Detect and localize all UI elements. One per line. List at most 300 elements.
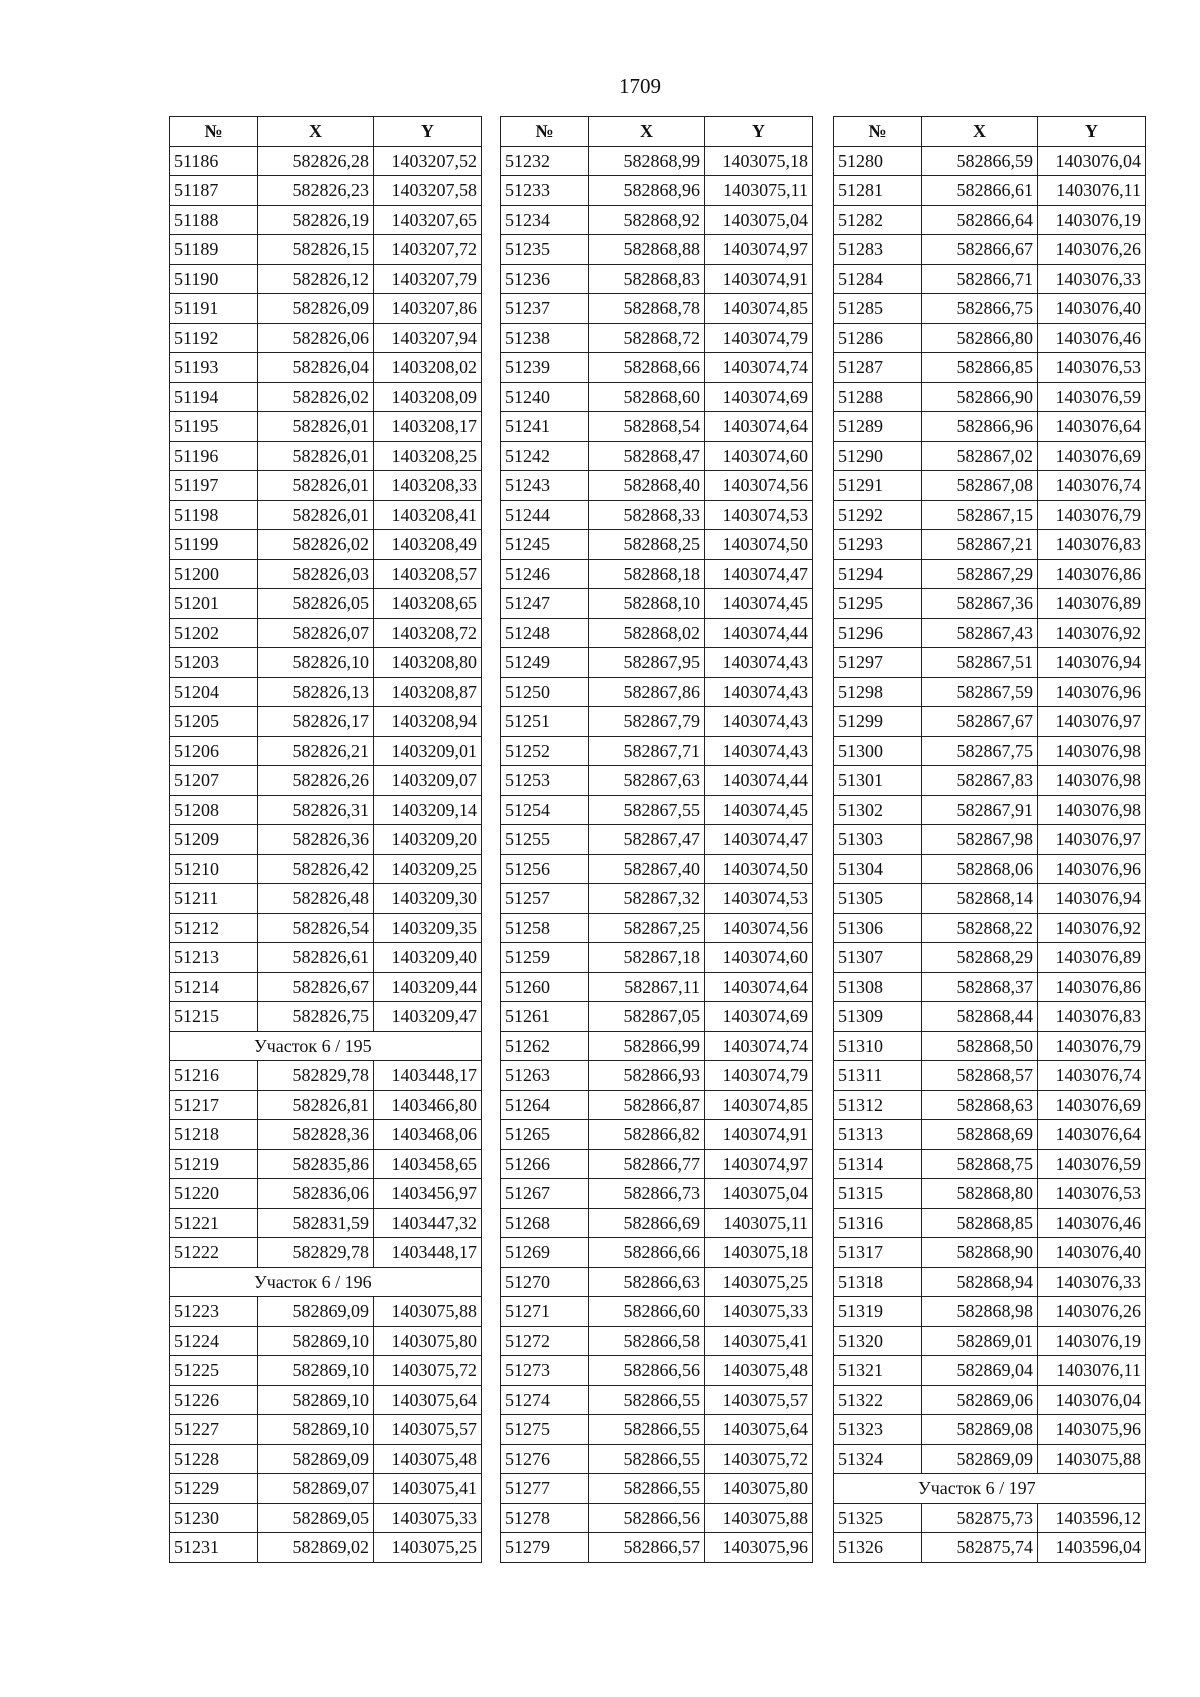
- table-row: [170, 1090, 482, 1120]
- x-coordinate-cell: 582869,10: [258, 1415, 374, 1445]
- point-number-cell: 51202: [170, 618, 258, 648]
- point-number-cell: 51238: [501, 323, 589, 353]
- point-number-cell: 51247: [501, 589, 589, 619]
- table-row: [501, 264, 813, 294]
- x-coordinate-cell: 582867,02: [922, 441, 1038, 471]
- table-row: [170, 441, 482, 471]
- y-coordinate-cell: 1403076,11: [1038, 176, 1146, 206]
- y-coordinate-cell: 1403209,01: [374, 736, 482, 766]
- y-coordinate-cell: 1403074,43: [705, 736, 813, 766]
- x-coordinate-cell: 582868,02: [589, 618, 705, 648]
- point-number-cell: 51320: [834, 1326, 922, 1356]
- point-number-cell: 51313: [834, 1120, 922, 1150]
- point-number-cell: 51300: [834, 736, 922, 766]
- table-row: [501, 972, 813, 1002]
- point-number-cell: 51240: [501, 382, 589, 412]
- table-row: [834, 530, 1146, 560]
- x-coordinate-cell: 582869,09: [258, 1444, 374, 1474]
- x-coordinate-cell: 582868,22: [922, 913, 1038, 943]
- table-row: [170, 943, 482, 973]
- y-coordinate-cell: 1403076,74: [1038, 471, 1146, 501]
- x-coordinate-cell: 582826,75: [258, 1002, 374, 1032]
- table-row: [170, 648, 482, 678]
- y-coordinate-cell: 1403075,04: [705, 1179, 813, 1209]
- x-coordinate-cell: 582866,80: [922, 323, 1038, 353]
- point-number-cell: 51293: [834, 530, 922, 560]
- point-number-cell: 51314: [834, 1149, 922, 1179]
- page-number: 1709: [619, 74, 661, 98]
- point-number-cell: 51211: [170, 884, 258, 914]
- x-coordinate-cell: 582826,61: [258, 943, 374, 973]
- table-row: [170, 1061, 482, 1091]
- point-number-cell: 51303: [834, 825, 922, 855]
- y-coordinate-cell: 1403074,50: [705, 530, 813, 560]
- table-row: [834, 1444, 1146, 1474]
- x-coordinate-cell: 582826,42: [258, 854, 374, 884]
- y-coordinate-cell: 1403075,96: [1038, 1415, 1146, 1445]
- y-coordinate-cell: 1403208,09: [374, 382, 482, 412]
- x-coordinate-cell: 582836,06: [258, 1179, 374, 1209]
- x-coordinate-cell: 582867,25: [589, 913, 705, 943]
- y-coordinate-cell: 1403074,45: [705, 795, 813, 825]
- x-coordinate-cell: 582866,59: [922, 146, 1038, 176]
- x-coordinate-cell: 582868,37: [922, 972, 1038, 1002]
- x-coordinate-cell: 582866,73: [589, 1179, 705, 1209]
- x-coordinate-cell: 582866,67: [922, 235, 1038, 265]
- table-row: [501, 1356, 813, 1386]
- point-number-cell: 51299: [834, 707, 922, 737]
- x-coordinate-cell: 582869,10: [258, 1385, 374, 1415]
- y-coordinate-cell: 1403074,85: [705, 294, 813, 324]
- x-coordinate-cell: 582869,10: [258, 1356, 374, 1386]
- point-number-cell: 51265: [501, 1120, 589, 1150]
- y-coordinate-cell: 1403074,74: [705, 353, 813, 383]
- y-coordinate-cell: 1403448,17: [374, 1238, 482, 1268]
- y-coordinate-cell: 1403076,92: [1038, 913, 1146, 943]
- y-coordinate-cell: 1403074,91: [705, 1120, 813, 1150]
- x-coordinate-cell: 582868,96: [589, 176, 705, 206]
- table-row: [170, 323, 482, 353]
- y-coordinate-cell: 1403207,94: [374, 323, 482, 353]
- table-row: [501, 1120, 813, 1150]
- y-coordinate-cell: 1403075,88: [374, 1297, 482, 1327]
- x-coordinate-cell: 582868,33: [589, 500, 705, 530]
- point-number-cell: 51224: [170, 1326, 258, 1356]
- y-coordinate-cell: 1403076,89: [1038, 589, 1146, 619]
- point-number-cell: 51315: [834, 1179, 922, 1209]
- table-row: [834, 589, 1146, 619]
- x-coordinate-cell: 582867,08: [922, 471, 1038, 501]
- x-coordinate-cell: 582867,86: [589, 677, 705, 707]
- y-coordinate-cell: 1403076,96: [1038, 854, 1146, 884]
- table-row: [834, 1533, 1146, 1563]
- y-coordinate-cell: 1403209,35: [374, 913, 482, 943]
- point-number-cell: 51249: [501, 648, 589, 678]
- y-coordinate-cell: 1403074,47: [705, 559, 813, 589]
- x-coordinate-cell: 582866,57: [589, 1533, 705, 1563]
- x-coordinate-cell: 582826,12: [258, 264, 374, 294]
- x-coordinate-cell: 582868,57: [922, 1061, 1038, 1091]
- table-row: [170, 264, 482, 294]
- x-coordinate-cell: 582866,87: [589, 1090, 705, 1120]
- table-row: [501, 1415, 813, 1445]
- y-coordinate-cell: 1403208,57: [374, 559, 482, 589]
- table-row: [834, 1326, 1146, 1356]
- table-row: [501, 1267, 813, 1297]
- y-coordinate-cell: 1403208,41: [374, 500, 482, 530]
- point-number-cell: 51317: [834, 1238, 922, 1268]
- table-row: [170, 1002, 482, 1032]
- header-number: №: [170, 117, 258, 147]
- y-coordinate-cell: 1403076,96: [1038, 677, 1146, 707]
- x-coordinate-cell: 582875,74: [922, 1533, 1038, 1563]
- coordinates-table-3: [833, 116, 1146, 1563]
- point-number-cell: 51324: [834, 1444, 922, 1474]
- point-number-cell: 51220: [170, 1179, 258, 1209]
- x-coordinate-cell: 582868,10: [589, 589, 705, 619]
- point-number-cell: 51235: [501, 235, 589, 265]
- x-coordinate-cell: 582867,75: [922, 736, 1038, 766]
- x-coordinate-cell: 582826,02: [258, 382, 374, 412]
- table-row: [834, 972, 1146, 1002]
- header-x: X: [258, 117, 374, 147]
- x-coordinate-cell: 582867,21: [922, 530, 1038, 560]
- y-coordinate-cell: 1403208,65: [374, 589, 482, 619]
- table-row: [501, 1179, 813, 1209]
- x-coordinate-cell: 582826,13: [258, 677, 374, 707]
- y-coordinate-cell: 1403209,40: [374, 943, 482, 973]
- x-coordinate-cell: 582869,10: [258, 1326, 374, 1356]
- y-coordinate-cell: 1403076,94: [1038, 884, 1146, 914]
- x-coordinate-cell: 582867,91: [922, 795, 1038, 825]
- point-number-cell: 51215: [170, 1002, 258, 1032]
- table-row: [170, 707, 482, 737]
- y-coordinate-cell: 1403208,33: [374, 471, 482, 501]
- x-coordinate-cell: 582867,79: [589, 707, 705, 737]
- x-coordinate-cell: 582868,98: [922, 1297, 1038, 1327]
- x-coordinate-cell: 582866,55: [589, 1385, 705, 1415]
- point-number-cell: 51218: [170, 1120, 258, 1150]
- point-number-cell: 51190: [170, 264, 258, 294]
- table-row: [834, 1208, 1146, 1238]
- point-number-cell: 51263: [501, 1061, 589, 1091]
- point-number-cell: 51302: [834, 795, 922, 825]
- table-row: [501, 736, 813, 766]
- x-coordinate-cell: 582868,92: [589, 205, 705, 235]
- y-coordinate-cell: 1403075,88: [705, 1503, 813, 1533]
- x-coordinate-cell: 582867,40: [589, 854, 705, 884]
- table-row: [501, 1031, 813, 1061]
- point-number-cell: 51188: [170, 205, 258, 235]
- table-row: [170, 471, 482, 501]
- point-number-cell: 51186: [170, 146, 258, 176]
- table-row: [170, 854, 482, 884]
- point-number-cell: 51284: [834, 264, 922, 294]
- y-coordinate-cell: 1403075,33: [705, 1297, 813, 1327]
- table-row: [170, 1238, 482, 1268]
- point-number-cell: 51310: [834, 1031, 922, 1061]
- point-number-cell: 51231: [170, 1533, 258, 1563]
- table-row: [501, 176, 813, 206]
- point-number-cell: 51193: [170, 353, 258, 383]
- y-coordinate-cell: 1403074,91: [705, 264, 813, 294]
- y-coordinate-cell: 1403076,79: [1038, 1031, 1146, 1061]
- y-coordinate-cell: 1403447,32: [374, 1208, 482, 1238]
- y-coordinate-cell: 1403074,69: [705, 1002, 813, 1032]
- y-coordinate-cell: 1403456,97: [374, 1179, 482, 1209]
- y-coordinate-cell: 1403076,94: [1038, 648, 1146, 678]
- table-row: [834, 176, 1146, 206]
- point-number-cell: 51225: [170, 1356, 258, 1386]
- point-number-cell: 51311: [834, 1061, 922, 1091]
- point-number-cell: 51230: [170, 1503, 258, 1533]
- table-row: [170, 382, 482, 412]
- x-coordinate-cell: 582866,82: [589, 1120, 705, 1150]
- x-coordinate-cell: 582866,55: [589, 1444, 705, 1474]
- point-number-cell: 51266: [501, 1149, 589, 1179]
- point-number-cell: 51213: [170, 943, 258, 973]
- table-row: [170, 353, 482, 383]
- table-row: [501, 1238, 813, 1268]
- y-coordinate-cell: 1403207,79: [374, 264, 482, 294]
- x-coordinate-cell: 582868,69: [922, 1120, 1038, 1150]
- point-number-cell: 51294: [834, 559, 922, 589]
- table-row: [170, 618, 482, 648]
- y-coordinate-cell: 1403076,83: [1038, 1002, 1146, 1032]
- y-coordinate-cell: 1403074,85: [705, 1090, 813, 1120]
- point-number-cell: 51267: [501, 1179, 589, 1209]
- x-coordinate-cell: 582866,61: [922, 176, 1038, 206]
- section-label: Участок 6 / 195: [170, 1031, 482, 1061]
- table-row: [501, 500, 813, 530]
- point-number-cell: 51207: [170, 766, 258, 796]
- point-number-cell: 51281: [834, 176, 922, 206]
- table-row: [170, 500, 482, 530]
- point-number-cell: 51228: [170, 1444, 258, 1474]
- point-number-cell: 51275: [501, 1415, 589, 1445]
- point-number-cell: 51232: [501, 146, 589, 176]
- y-coordinate-cell: 1403076,86: [1038, 972, 1146, 1002]
- x-coordinate-cell: 582869,09: [922, 1444, 1038, 1474]
- table-row: [501, 707, 813, 737]
- table-row: [501, 589, 813, 619]
- x-coordinate-cell: 582866,56: [589, 1503, 705, 1533]
- table-row: [170, 1415, 482, 1445]
- table-row: [170, 1356, 482, 1386]
- table-row: [501, 559, 813, 589]
- table-row: [834, 1267, 1146, 1297]
- y-coordinate-cell: 1403074,97: [705, 235, 813, 265]
- x-coordinate-cell: 582826,03: [258, 559, 374, 589]
- y-coordinate-cell: 1403075,80: [374, 1326, 482, 1356]
- point-number-cell: 51262: [501, 1031, 589, 1061]
- point-number-cell: 51217: [170, 1090, 258, 1120]
- y-coordinate-cell: 1403075,48: [374, 1444, 482, 1474]
- point-number-cell: 51237: [501, 294, 589, 324]
- x-coordinate-cell: 582868,66: [589, 353, 705, 383]
- table-row: [834, 677, 1146, 707]
- table-row: [501, 441, 813, 471]
- table-header-row: [501, 117, 813, 147]
- table-row: [501, 294, 813, 324]
- table-row: [501, 382, 813, 412]
- table-row: [834, 618, 1146, 648]
- point-number-cell: 51286: [834, 323, 922, 353]
- x-coordinate-cell: 582867,98: [922, 825, 1038, 855]
- table-row: [501, 471, 813, 501]
- table-header-row: [170, 117, 482, 147]
- y-coordinate-cell: 1403208,49: [374, 530, 482, 560]
- table-row: [501, 530, 813, 560]
- table-row: [501, 235, 813, 265]
- point-number-cell: 51268: [501, 1208, 589, 1238]
- point-number-cell: 51304: [834, 854, 922, 884]
- table-row: [501, 1002, 813, 1032]
- table-row: [834, 412, 1146, 442]
- point-number-cell: 51239: [501, 353, 589, 383]
- y-coordinate-cell: 1403076,64: [1038, 412, 1146, 442]
- table-row: [170, 1503, 482, 1533]
- point-number-cell: 51236: [501, 264, 589, 294]
- section-header-row: [170, 1031, 482, 1061]
- x-coordinate-cell: 582867,95: [589, 648, 705, 678]
- x-coordinate-cell: 582869,04: [922, 1356, 1038, 1386]
- y-coordinate-cell: 1403208,87: [374, 677, 482, 707]
- y-coordinate-cell: 1403074,60: [705, 441, 813, 471]
- table-row: [834, 1120, 1146, 1150]
- section-label: Участок 6 / 197: [834, 1474, 1146, 1504]
- x-coordinate-cell: 582867,67: [922, 707, 1038, 737]
- x-coordinate-cell: 582867,32: [589, 884, 705, 914]
- table-row: [170, 1533, 482, 1563]
- y-coordinate-cell: 1403076,69: [1038, 441, 1146, 471]
- x-coordinate-cell: 582826,09: [258, 294, 374, 324]
- point-number-cell: 51189: [170, 235, 258, 265]
- table-row: [834, 1297, 1146, 1327]
- point-number-cell: 51208: [170, 795, 258, 825]
- y-coordinate-cell: 1403076,83: [1038, 530, 1146, 560]
- y-coordinate-cell: 1403076,98: [1038, 736, 1146, 766]
- point-number-cell: 51214: [170, 972, 258, 1002]
- point-number-cell: 51256: [501, 854, 589, 884]
- point-number-cell: 51301: [834, 766, 922, 796]
- y-coordinate-cell: 1403208,17: [374, 412, 482, 442]
- table-row: [834, 1002, 1146, 1032]
- point-number-cell: 51269: [501, 1238, 589, 1268]
- table-row: [501, 1444, 813, 1474]
- table-row: [170, 235, 482, 265]
- table-row: [834, 235, 1146, 265]
- table-row: [170, 589, 482, 619]
- y-coordinate-cell: 1403076,11: [1038, 1356, 1146, 1386]
- y-coordinate-cell: 1403209,44: [374, 972, 482, 1002]
- header-y: Y: [705, 117, 813, 147]
- x-coordinate-cell: 582868,90: [922, 1238, 1038, 1268]
- point-number-cell: 51319: [834, 1297, 922, 1327]
- y-coordinate-cell: 1403074,69: [705, 382, 813, 412]
- point-number-cell: 51277: [501, 1474, 589, 1504]
- table-row: [501, 766, 813, 796]
- y-coordinate-cell: 1403075,64: [705, 1415, 813, 1445]
- x-coordinate-cell: 582829,78: [258, 1238, 374, 1268]
- y-coordinate-cell: 1403209,30: [374, 884, 482, 914]
- x-coordinate-cell: 582867,47: [589, 825, 705, 855]
- point-number-cell: 51229: [170, 1474, 258, 1504]
- table-row: [834, 1503, 1146, 1533]
- point-number-cell: 51259: [501, 943, 589, 973]
- point-number-cell: 51243: [501, 471, 589, 501]
- y-coordinate-cell: 1403209,14: [374, 795, 482, 825]
- y-coordinate-cell: 1403074,47: [705, 825, 813, 855]
- table-row: [170, 766, 482, 796]
- x-coordinate-cell: 582866,69: [589, 1208, 705, 1238]
- table-row: [170, 176, 482, 206]
- point-number-cell: 51297: [834, 648, 922, 678]
- y-coordinate-cell: 1403458,65: [374, 1149, 482, 1179]
- table-row: [170, 1326, 482, 1356]
- point-number-cell: 51296: [834, 618, 922, 648]
- point-number-cell: 51219: [170, 1149, 258, 1179]
- table-row: [170, 1179, 482, 1209]
- point-number-cell: 51276: [501, 1444, 589, 1474]
- y-coordinate-cell: 1403075,25: [705, 1267, 813, 1297]
- table-row: [170, 1474, 482, 1504]
- x-coordinate-cell: 582867,59: [922, 677, 1038, 707]
- x-coordinate-cell: 582867,51: [922, 648, 1038, 678]
- point-number-cell: 51251: [501, 707, 589, 737]
- y-coordinate-cell: 1403076,40: [1038, 294, 1146, 324]
- x-coordinate-cell: 582866,55: [589, 1474, 705, 1504]
- x-coordinate-cell: 582868,60: [589, 382, 705, 412]
- y-coordinate-cell: 1403209,25: [374, 854, 482, 884]
- y-coordinate-cell: 1403075,41: [374, 1474, 482, 1504]
- y-coordinate-cell: 1403075,11: [705, 1208, 813, 1238]
- point-number-cell: 51223: [170, 1297, 258, 1327]
- y-coordinate-cell: 1403076,26: [1038, 235, 1146, 265]
- point-number-cell: 51246: [501, 559, 589, 589]
- section-header-row: [834, 1474, 1146, 1504]
- point-number-cell: 51279: [501, 1533, 589, 1563]
- y-coordinate-cell: 1403209,47: [374, 1002, 482, 1032]
- x-coordinate-cell: 582869,02: [258, 1533, 374, 1563]
- x-coordinate-cell: 582828,36: [258, 1120, 374, 1150]
- y-coordinate-cell: 1403074,79: [705, 1061, 813, 1091]
- point-number-cell: 51289: [834, 412, 922, 442]
- x-coordinate-cell: 582868,80: [922, 1179, 1038, 1209]
- y-coordinate-cell: 1403208,02: [374, 353, 482, 383]
- y-coordinate-cell: 1403076,74: [1038, 1061, 1146, 1091]
- table-row: [170, 1208, 482, 1238]
- x-coordinate-cell: 582866,75: [922, 294, 1038, 324]
- table-row: [834, 323, 1146, 353]
- y-coordinate-cell: 1403075,72: [705, 1444, 813, 1474]
- table-row: [170, 559, 482, 589]
- y-coordinate-cell: 1403076,98: [1038, 766, 1146, 796]
- point-number-cell: 51200: [170, 559, 258, 589]
- point-number-cell: 51273: [501, 1356, 589, 1386]
- y-coordinate-cell: 1403076,53: [1038, 1179, 1146, 1209]
- y-coordinate-cell: 1403075,57: [374, 1415, 482, 1445]
- table-row: [501, 943, 813, 973]
- x-coordinate-cell: 582831,59: [258, 1208, 374, 1238]
- table-row: [501, 618, 813, 648]
- y-coordinate-cell: 1403468,06: [374, 1120, 482, 1150]
- point-number-cell: 51325: [834, 1503, 922, 1533]
- table-row: [170, 1385, 482, 1415]
- y-coordinate-cell: 1403074,45: [705, 589, 813, 619]
- table-row: [834, 1031, 1146, 1061]
- point-number-cell: 51278: [501, 1503, 589, 1533]
